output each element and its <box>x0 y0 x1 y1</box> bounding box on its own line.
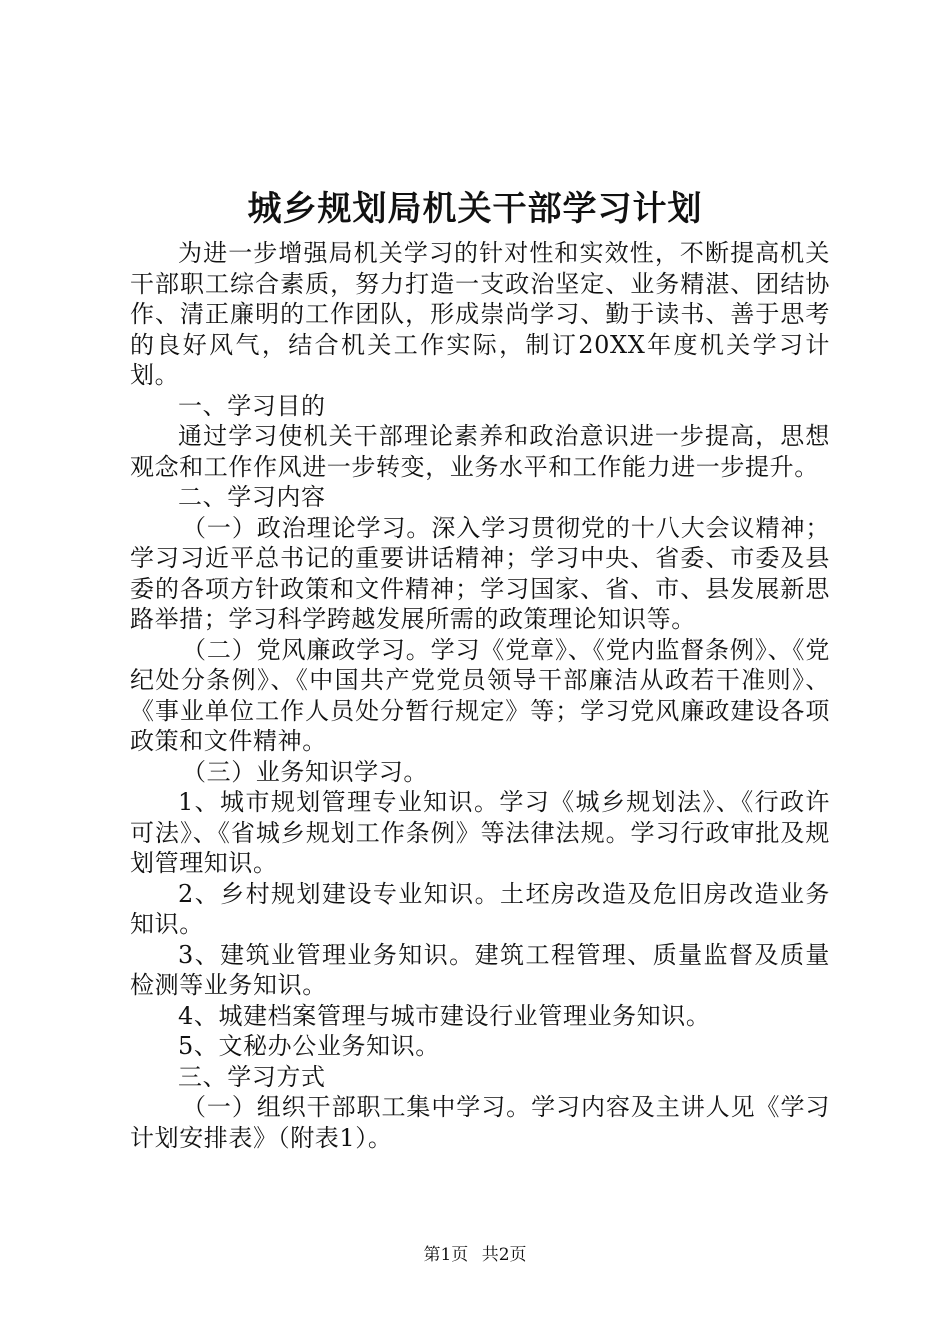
methods-paragraph-1: （一）组织干部职工集中学习。学习内容及主讲人见《学习计划安排表》（附表1）。 <box>130 1093 830 1152</box>
page-footer <box>0 1244 950 1266</box>
document-title: 城乡规划局机关干部学习计划 <box>247 189 703 229</box>
business-knowledge-heading: （三）业务知识学习。 <box>182 757 428 786</box>
page-number: 第1页 <box>423 1245 469 1265</box>
goals-paragraph: 通过学习使机关干部理论素养和政治意识进一步提高，思想观念和工作作风进一步转变，业务水平和工作能力进一步提升。 <box>130 422 830 481</box>
section-heading-content: 二、学习内容 <box>178 483 326 511</box>
intro-paragraph: 为进一步增强局机关学习的针对性和实效性，不断提高机关干部职工综合素质，努力打造一支政治坚定、业务精湛、团结协作、清正廉明的工作团队，形成崇尚学习、勤于读书、善于思考的良好风气，结合机关工作实际，制订20XX年度机关学习计划。 <box>130 239 830 389</box>
political-theory-paragraph: （一）政治理论学习。深入学习贯彻党的十八大会议精神；学习习近平总书记的重要讲话精神；学习中央、省委、市委及县委的各项方针政策和文件精神；学习国家、省、市、县发展新思路举措；学习科学跨越发展所需的政策理论知识等。 <box>130 513 830 633</box>
party-integrity-paragraph: （二）党风廉政学习。学习《党章》、《党内监督条例》、《党纪处分条例》、《中国共产党党员领导干部廉洁从政若干准则》、《事业单位工作人员处分暂行规定》等；学习党风廉政建设各项政策和文件精神。 <box>130 635 830 755</box>
section-heading-goals: 一、学习目的 <box>178 391 326 420</box>
business-item-4: 4、城建档案管理与城市建设行业管理业务知识。 <box>178 1001 711 1030</box>
business-item-3: 3、建筑业管理业务知识。建筑工程管理、质量监督及质量检测等业务知识。 <box>130 940 830 999</box>
business-item-5: 5、文秘办公业务知识。 <box>178 1032 440 1060</box>
business-item-1: 1、城市规划管理专业知识。学习《城乡规划法》、《行政许可法》、《省城乡规划工作条例》等法律法规。学习行政审批及规划管理知识。 <box>130 788 830 877</box>
document-body <box>130 238 830 1153</box>
business-item-2: 2、乡村规划建设专业知识。土坯房改造及危旧房改造业务知识。 <box>130 879 830 938</box>
section-heading-methods: 三、学习方式 <box>178 1062 326 1091</box>
page-total: 共2页 <box>481 1245 527 1265</box>
